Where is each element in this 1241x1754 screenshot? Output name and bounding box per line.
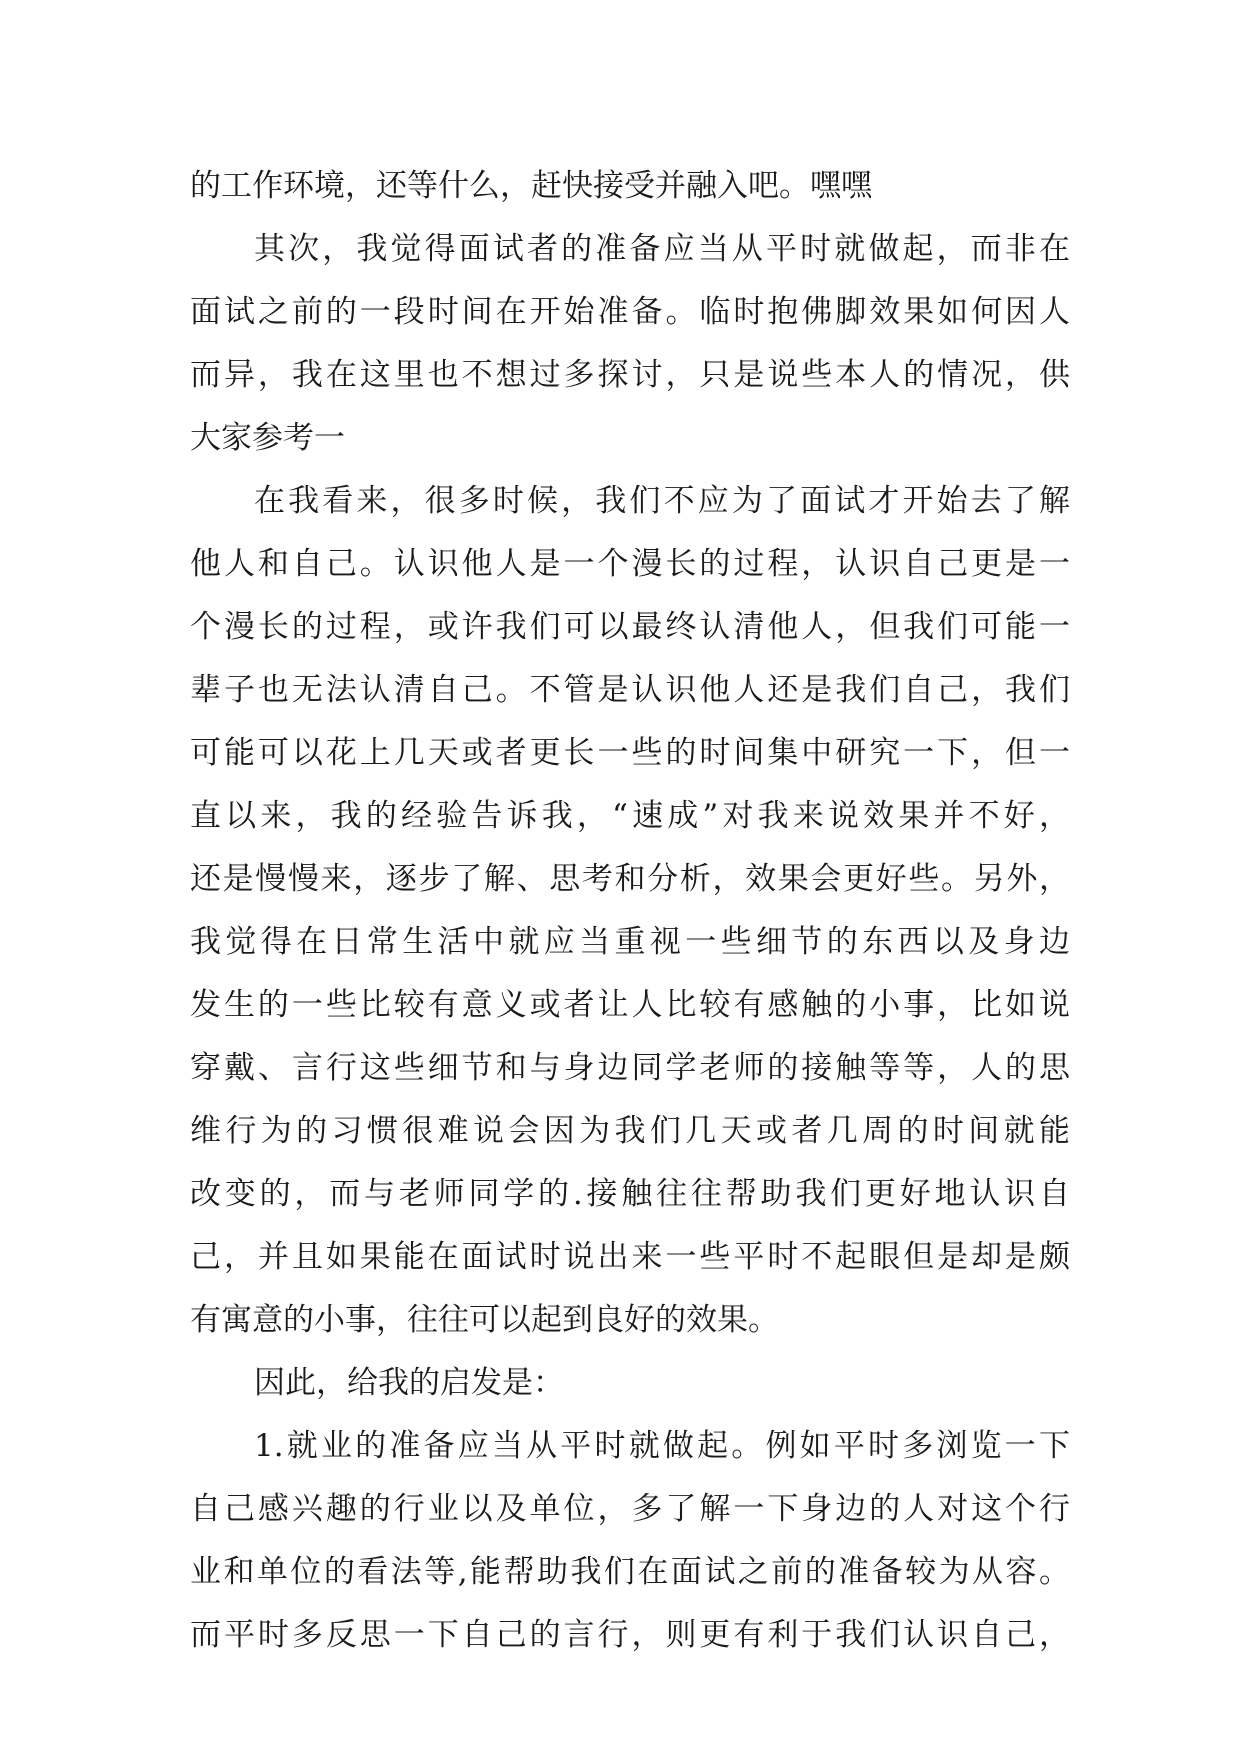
paragraph-line: 其次，我觉得面试者的准备应当从平时就做起，而非在 bbox=[254, 231, 1070, 267]
paragraph-line: 1.就业的准备应当从平时就做起。例如平时多浏览一下 bbox=[254, 1428, 1070, 1464]
paragraph-line: 他人和自己。认识他人是一个漫长的过程，认识自己更是一 bbox=[190, 546, 1070, 582]
paragraph-line: 个漫长的过程，或许我们可以最终认清他人，但我们可能一 bbox=[190, 609, 1070, 645]
document-body bbox=[190, 155, 1070, 1667]
paragraph-line: 可能可以花上几天或者更长一些的时间集中研究一下，但一 bbox=[190, 735, 1070, 771]
paragraph-line: 的工作环境，还等什么，赶快接受并融入吧。嘿嘿 bbox=[190, 168, 872, 204]
paragraph-line: 维行为的习惯很难说会因为我们几天或者几周的时间就能 bbox=[190, 1113, 1070, 1149]
paragraph-line: 业和单位的看法等,能帮助我们在面试之前的准备较为从容。 bbox=[190, 1554, 1070, 1590]
paragraph-line: 我觉得在日常生活中就应当重视一些细节的东西以及身边 bbox=[190, 924, 1070, 960]
paragraph-line: 有寓意的小事，往往可以起到良好的效果。 bbox=[190, 1302, 779, 1338]
paragraph-line: 在我看来，很多时候，我们不应为了面试才开始去了解 bbox=[254, 483, 1070, 519]
paragraph-line: 面试之前的一段时间在开始准备。临时抱佛脚效果如何因人 bbox=[190, 294, 1070, 330]
paragraph-line: 大家参考一 bbox=[190, 420, 345, 456]
paragraph-line: 而平时多反思一下自己的言行，则更有利于我们认识自己， bbox=[190, 1617, 1070, 1653]
paragraph-line: 而异，我在这里也不想过多探讨，只是说些本人的情况，供 bbox=[190, 357, 1070, 393]
paragraph-line: 直以来，我的经验告诉我，“速成”对我来说效果并不好， bbox=[190, 798, 1070, 834]
paragraph-line: 发生的一些比较有意义或者让人比较有感触的小事，比如说 bbox=[190, 987, 1070, 1023]
paragraph-line: 自己感兴趣的行业以及单位，多了解一下身边的人对这个行 bbox=[190, 1491, 1070, 1527]
paragraph-line: 因此，给我的启发是： bbox=[254, 1365, 564, 1401]
paragraph-line: 穿戴、言行这些细节和与身边同学老师的接触等等，人的思 bbox=[190, 1050, 1070, 1086]
paragraph-line: 改变的，而与老师同学的.接触往往帮助我们更好地认识自 bbox=[190, 1176, 1070, 1212]
paragraph-line: 辈子也无法认清自己。不管是认识他人还是我们自己，我们 bbox=[190, 672, 1070, 708]
paragraph-line: 还是慢慢来，逐步了解、思考和分析，效果会更好些。另外， bbox=[190, 861, 1070, 897]
paragraph-line: 己，并且如果能在面试时说出来一些平时不起眼但是却是颇 bbox=[190, 1239, 1070, 1275]
